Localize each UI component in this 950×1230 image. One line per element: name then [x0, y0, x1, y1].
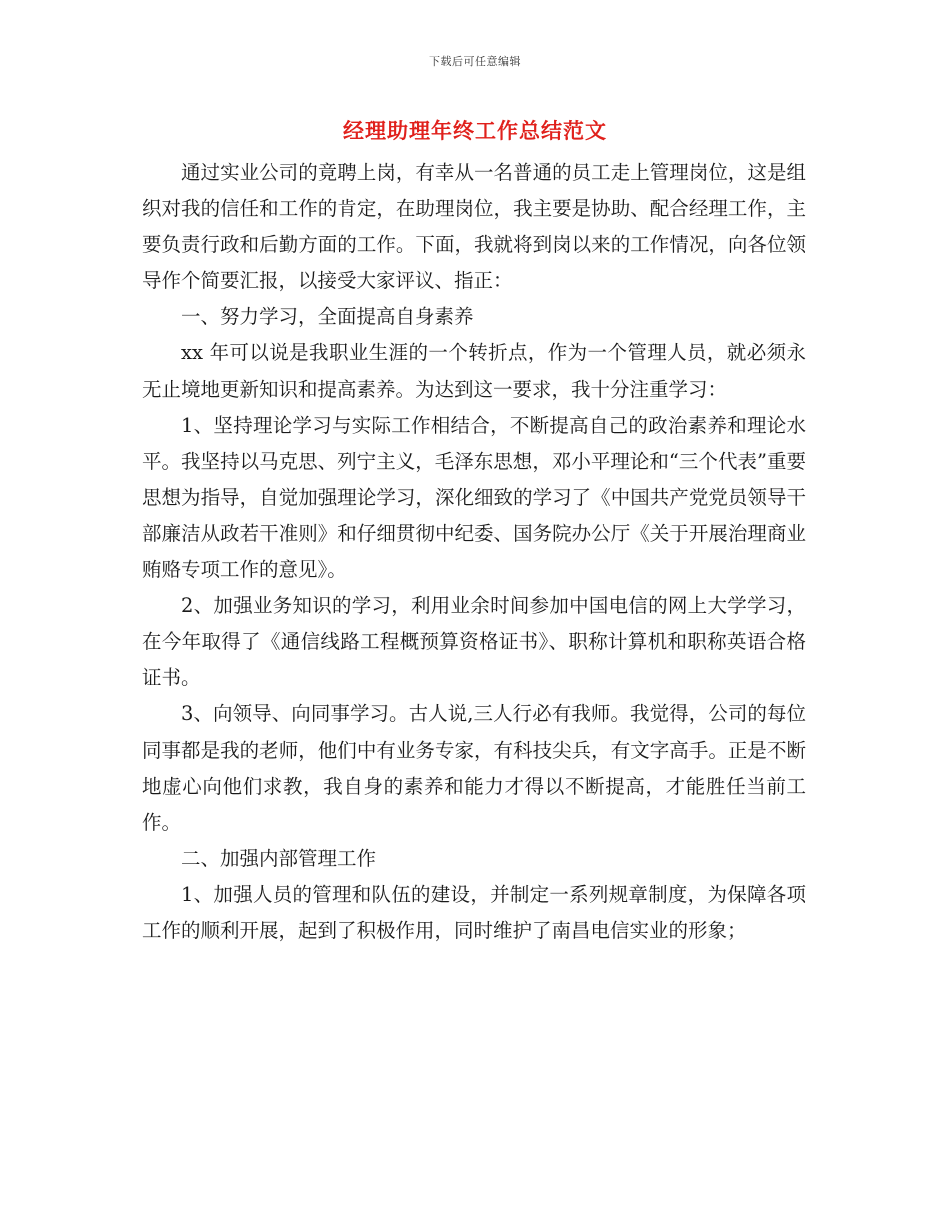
section-heading-2: 二、加强内部管理工作 — [181, 846, 377, 870]
document-body — [142, 155, 806, 949]
paragraph: 2、加强业务知识的学习，利用业余时间参加中国电信的网上大学学习，在今年取得了《通信线路工程概预算资格证书》、职称计算机和职称英语合格证书。 — [142, 594, 806, 690]
paragraph: 1、加强人员的管理和队伍的建设，并制定一系列规章制度，为保障各项工作的顺利开展，起到了积极作用，同时维护了南昌电信实业的形象； — [142, 882, 806, 942]
paragraph: 1、坚持理论学习与实际工作相结合，不断提高自己的政治素养和理论水平。我坚持以马克思、列宁主义，毛泽东思想，邓小平理论和“三个代表”重要思想为指导，自觉加强理论学习，深化细致的学习了《中国共产党党员领导干部廉洁从政若干准则》和仔细贯彻中纪委、国务院办公厅《关于开展治理商业贿赂专项工作的意见》。 — [142, 413, 806, 582]
header-note: 下载后可任意编辑 — [429, 55, 521, 68]
paragraph-intro: 通过实业公司的竟聘上岗，有幸从一名普通的员工走上管理岗位，这是组织对我的信任和工作的肯定，在助理岗位，我主要是协助、配合经理工作，主要负责行政和后勤方面的工作。下面，我就将到岗以来的工作情况，向各位领导作个简要汇报，以接受大家评议、指正： — [142, 161, 806, 293]
section-heading-1: 一、努力学习，全面提高自身素养 — [181, 305, 474, 329]
paragraph: xx 年可以说是我职业生涯的一个转折点，作为一个管理人员，就必须永无止境地更新知识和提高素养。为达到这一要求，我十分注重学习： — [142, 341, 806, 401]
paragraph: 3、向领导、向同事学习。古人说,三人行必有我师。我觉得，公司的每位同事都是我的老师，他们中有业务专家，有科技尖兵，有文字高手。正是不断地虚心向他们求教，我自身的素养和能力才得以不断提高，才能胜任当前工作。 — [142, 702, 806, 834]
document-title: 经理助理年终工作总结范文 — [343, 119, 607, 143]
